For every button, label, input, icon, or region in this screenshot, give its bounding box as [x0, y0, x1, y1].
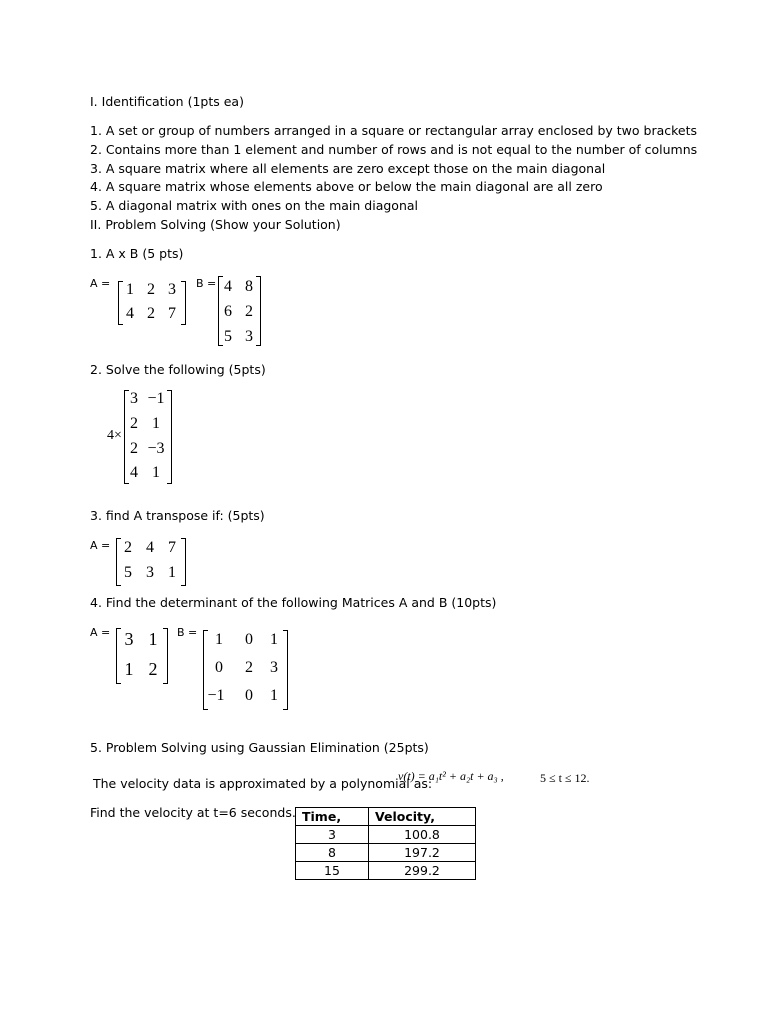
q5-find-text: Find the velocity at t=6 seconds. [90, 805, 296, 820]
table-cell-velocity: 100.8 [369, 826, 476, 844]
identification-item-5: 5. A diagonal matrix with ones on the main diagonal [90, 198, 419, 213]
matrix-cell: −1 [207, 687, 225, 704]
identification-item-3: 3. A square matrix where all elements are zero except those on the main diagonal [90, 161, 606, 176]
table-cell-time: 15 [296, 862, 369, 880]
matrix-cell: 0 [215, 659, 223, 676]
identification-item-1: 1. A set or group of numbers arranged in a square or rectangular array enclosed by two brackets [90, 123, 698, 138]
matrix-cell: 3 [146, 564, 154, 581]
q5-description: The velocity data is approximated by a polynomial as: [93, 776, 433, 791]
matrix-cell: 2 [148, 659, 158, 679]
matrix-cell: 4 [130, 464, 138, 481]
matrix-cell: 2 [124, 539, 132, 556]
matrix-cell: 4 [224, 278, 232, 295]
matrix-cell: 2 [130, 415, 138, 432]
matrix-cell: 1 [152, 415, 160, 432]
velocity-table [295, 807, 476, 880]
matrix-cell: 5 [124, 564, 132, 581]
matrix-cell: 7 [168, 305, 176, 322]
part1-title: I. Identification (1pts ea) [90, 94, 244, 109]
q4-label: 4. Find the determinant of the following Matrices A and B (10pts) [90, 595, 497, 610]
q3-label: 3. find A transpose if: (5pts) [90, 508, 265, 523]
matrix-cell: 8 [245, 278, 253, 295]
matrix-cell: 1 [124, 659, 134, 679]
q5-range: 5 ≤ t ≤ 12. [540, 771, 590, 785]
matrix-cell: 3 [124, 629, 134, 649]
bracket-right [181, 538, 186, 586]
bracket-right [181, 281, 186, 325]
part2-title: II. Problem Solving (Show your Solution) [90, 217, 341, 232]
table-header-velocity: Velocity, [369, 808, 476, 826]
matrix-cell: 2 [147, 305, 155, 322]
q4-a-label: A = [90, 626, 111, 639]
q2-label: 2. Solve the following (5pts) [90, 362, 266, 377]
matrix-cell: 1 [270, 687, 278, 704]
matrix-cell: 1 [270, 631, 278, 648]
matrix-cell: 2 [245, 659, 253, 676]
q5-label: 5. Problem Solving using Gaussian Elimination (25pts) [90, 740, 429, 755]
table-header-row [296, 808, 476, 826]
matrix-cell: 1 [126, 281, 134, 298]
matrix-cell: 1 [152, 464, 160, 481]
table-header-time: Time, [296, 808, 369, 826]
matrix-cell: 0 [245, 687, 253, 704]
matrix-cell: 2 [130, 440, 138, 457]
q2-scalar: 4× [107, 428, 122, 443]
q1-label: 1. A x B (5 pts) [90, 246, 184, 261]
matrix-cell: 3 [245, 328, 253, 345]
matrix-cell: 7 [168, 539, 176, 556]
matrix-cell: 4 [126, 305, 134, 322]
matrix-cell: −1 [147, 390, 165, 407]
table-row [296, 844, 476, 862]
q4-b-label: B = [177, 626, 198, 639]
table-cell-time: 3 [296, 826, 369, 844]
matrix-cell: 0 [245, 631, 253, 648]
matrix-cell: 2 [147, 281, 155, 298]
matrix-cell: 4 [146, 539, 154, 556]
table-cell-velocity: 197.2 [369, 844, 476, 862]
q1-b-label: B = [196, 277, 217, 290]
bracket-right [167, 390, 172, 484]
q3-a-label: A = [90, 539, 111, 552]
table-cell-velocity: 299.2 [369, 862, 476, 880]
identification-item-2: 2. Contains more than 1 element and number of rows and is not equal to the number of columns [90, 142, 698, 157]
matrix-cell: 3 [130, 390, 138, 407]
matrix-cell: 1 [215, 631, 223, 648]
bracket-right [163, 628, 168, 684]
matrix-cell: 2 [245, 303, 253, 320]
matrix-cell: 3 [168, 281, 176, 298]
q5-formula: v(t) = a₁t² + a₂t + a₃ , [398, 769, 504, 783]
matrix-cell: 6 [224, 303, 232, 320]
matrix-cell: 1 [168, 564, 176, 581]
table-row [296, 826, 476, 844]
matrix-cell: 5 [224, 328, 232, 345]
table-row [296, 862, 476, 880]
q1-a-label: A = [90, 277, 111, 290]
table-cell-time: 8 [296, 844, 369, 862]
matrix-cell: −3 [147, 440, 165, 457]
matrix-cell: 1 [148, 629, 158, 649]
identification-item-4: 4. A square matrix whose elements above or below the main diagonal are all zero [90, 179, 603, 194]
matrix-cell: 3 [270, 659, 278, 676]
